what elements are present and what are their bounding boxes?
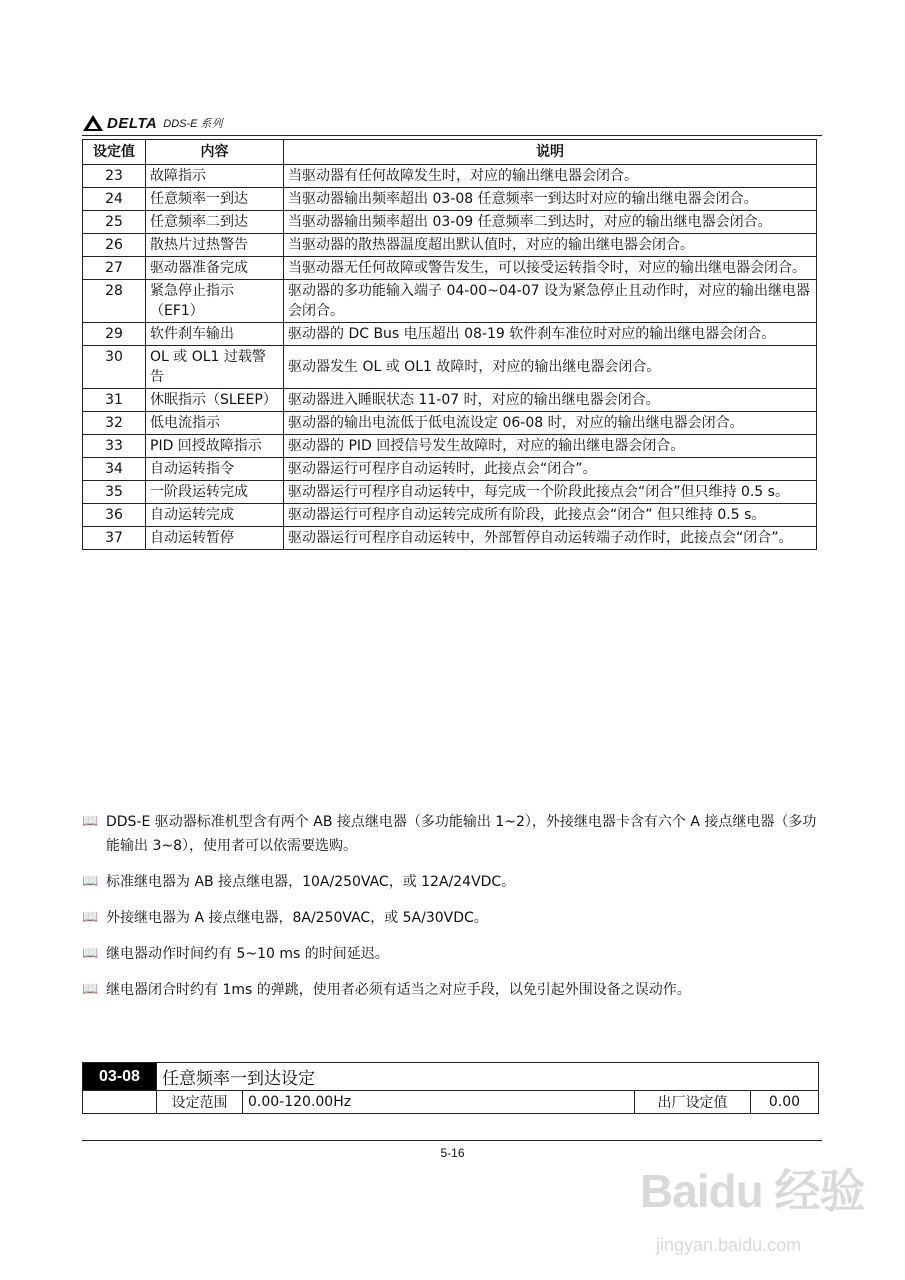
default-label: 出厂设定值 (635, 1091, 751, 1114)
setting-content: OL 或 OL1 过载警告 (146, 346, 284, 389)
header-rule (82, 135, 822, 136)
setting-content: 故障指示 (146, 165, 284, 188)
setting-content: 休眠指示（SLEEP） (146, 389, 284, 412)
table-row (83, 234, 817, 257)
setting-description: 驱动器的多功能输入端子 04-00~04-07 设为紧急停止且动作时，对应的输出继电器会闭合。 (284, 280, 817, 323)
note-text: 标准继电器为 AB 接点继电器，10A/250VAC，或 12A/24VDC。 (106, 874, 516, 890)
parameter-code: 03-08 (83, 1063, 157, 1091)
setting-content: 一阶段运转完成 (146, 481, 284, 504)
setting-description: 驱动器运行可程序自动运转完成所有阶段，此接点会“闭合” 但只维持 0.5 s。 (284, 504, 817, 527)
setting-value: 36 (83, 504, 146, 527)
delta-logo (82, 112, 223, 134)
note-item (82, 942, 822, 966)
range-value: 0.00-120.00Hz (243, 1091, 635, 1114)
parameter-detail-row (83, 1091, 819, 1114)
note-text: 继电器动作时间约有 5~10 ms 的时间延迟。 (106, 946, 389, 962)
column-header-value: 设定值 (83, 140, 146, 165)
setting-description: 驱动器的 DC Bus 电压超出 08-19 软件刹车准位时对应的输出继电器会闭合。 (284, 323, 817, 346)
brand-name: DELTA (107, 114, 158, 132)
page-header (82, 112, 822, 136)
setting-value: 24 (83, 188, 146, 211)
setting-content: 自动运转暂停 (146, 527, 284, 550)
setting-value: 34 (83, 458, 146, 481)
note-item (82, 978, 822, 1002)
setting-description: 当驱动器输出频率超出 03-08 任意频率一到达时对应的输出继电器会闭合。 (284, 188, 817, 211)
setting-description: 驱动器运行可程序自动运转时，此接点会“闭合”。 (284, 458, 817, 481)
note-text: 外接继电器为 A 接点继电器，8A/250VAC，或 5A/30VDC。 (106, 910, 488, 926)
setting-value: 35 (83, 481, 146, 504)
setting-value: 29 (83, 323, 146, 346)
setting-value: 28 (83, 280, 146, 323)
book-icon: 📖 (82, 814, 99, 829)
table-row (83, 211, 817, 234)
notes-section (82, 810, 822, 1014)
table-row (83, 323, 817, 346)
setting-description: 当驱动器的散热器温度超出默认值时，对应的输出继电器会闭合。 (284, 234, 817, 257)
setting-content: 驱动器准备完成 (146, 257, 284, 280)
book-icon: 📖 (82, 982, 99, 997)
book-icon: 📖 (82, 910, 99, 925)
setting-description: 驱动器运行可程序自动运转中，每完成一个阶段此接点会“闭合”但只维持 0.5 s。 (284, 481, 817, 504)
setting-description: 驱动器进入睡眠状态 11-07 时，对应的输出继电器会闭合。 (284, 389, 817, 412)
book-icon: 📖 (82, 946, 99, 961)
column-header-content: 内容 (146, 140, 284, 165)
range-label: 设定范围 (157, 1091, 243, 1114)
table-row (83, 458, 817, 481)
setting-content: PID 回授故障指示 (146, 435, 284, 458)
note-item (82, 810, 822, 858)
table-row (83, 389, 817, 412)
setting-content: 任意频率二到达 (146, 211, 284, 234)
table-row (83, 504, 817, 527)
column-header-description: 说明 (284, 140, 817, 165)
page-number: 5-16 (440, 1146, 465, 1160)
setting-description: 驱动器发生 OL 或 OL1 故障时，对应的输出继电器会闭合。 (284, 346, 817, 389)
setting-content: 任意频率一到达 (146, 188, 284, 211)
setting-value: 27 (83, 257, 146, 280)
setting-value: 31 (83, 389, 146, 412)
setting-value: 23 (83, 165, 146, 188)
note-text: 继电器闭合时约有 1ms 的弹跳，使用者必须有适当之对应手段，以免引起外围设备之误动作。 (106, 982, 691, 998)
footer-rule (82, 1140, 822, 1141)
setting-description: 当驱动器输出频率超出 03-09 任意频率二到达时，对应的输出继电器会闭合。 (284, 211, 817, 234)
default-value: 0.00 (751, 1091, 819, 1114)
setting-description: 驱动器运行可程序自动运转中，外部暂停自动运转端子动作时，此接点会“闭合”。 (284, 527, 817, 550)
parameter-table (82, 1062, 819, 1114)
baidu-watermark (640, 1145, 880, 1275)
setting-content: 自动运转指令 (146, 458, 284, 481)
watermark-url: jingyan.baidu.com (656, 1235, 802, 1255)
table-header-row (83, 140, 817, 165)
table-row (83, 165, 817, 188)
setting-value: 30 (83, 346, 146, 389)
table-row (83, 188, 817, 211)
note-item (82, 906, 822, 930)
setting-value: 32 (83, 412, 146, 435)
table-row (83, 435, 817, 458)
setting-content: 软件刹车输出 (146, 323, 284, 346)
setting-description: 驱动器的输出电流低于低电流设定 06-08 时，对应的输出继电器会闭合。 (284, 412, 817, 435)
parameter-title-row (83, 1063, 819, 1091)
setting-description: 驱动器的 PID 回授信号发生故障时，对应的输出继电器会闭合。 (284, 435, 817, 458)
note-item (82, 870, 822, 894)
setting-content: 紧急停止指示（EF1） (146, 280, 284, 323)
setting-description: 当驱动器无任何故障或警告发生，可以接受运转指令时，对应的输出继电器会闭合。 (284, 257, 817, 280)
table-row (83, 481, 817, 504)
setting-value: 25 (83, 211, 146, 234)
table-row (83, 527, 817, 550)
parameter-spacer (83, 1091, 157, 1114)
table-row (83, 280, 817, 323)
series-name: DDS-E 系列 (163, 118, 223, 130)
setting-content: 散热片过热警告 (146, 234, 284, 257)
setting-content: 自动运转完成 (146, 504, 284, 527)
setting-value: 26 (83, 234, 146, 257)
table-row (83, 346, 817, 389)
delta-logo-icon (82, 114, 104, 132)
parameter-title: 任意频率一到达设定 (157, 1063, 819, 1091)
note-text: DDS-E 驱动器标准机型含有两个 AB 接点继电器（多功能输出 1~2），外接继电器卡含有六个 A 接点继电器（多功能输出 3~8），使用者可以依需要选购。 (106, 814, 817, 854)
table-row (83, 257, 817, 280)
watermark-main: Baidu 经验 (640, 1165, 865, 1217)
setting-description: 当驱动器有任何故障发生时，对应的输出继电器会闭合。 (284, 165, 817, 188)
book-icon: 📖 (82, 874, 99, 889)
settings-table (82, 139, 817, 550)
table-row (83, 412, 817, 435)
setting-content: 低电流指示 (146, 412, 284, 435)
setting-value: 33 (83, 435, 146, 458)
setting-value: 37 (83, 527, 146, 550)
